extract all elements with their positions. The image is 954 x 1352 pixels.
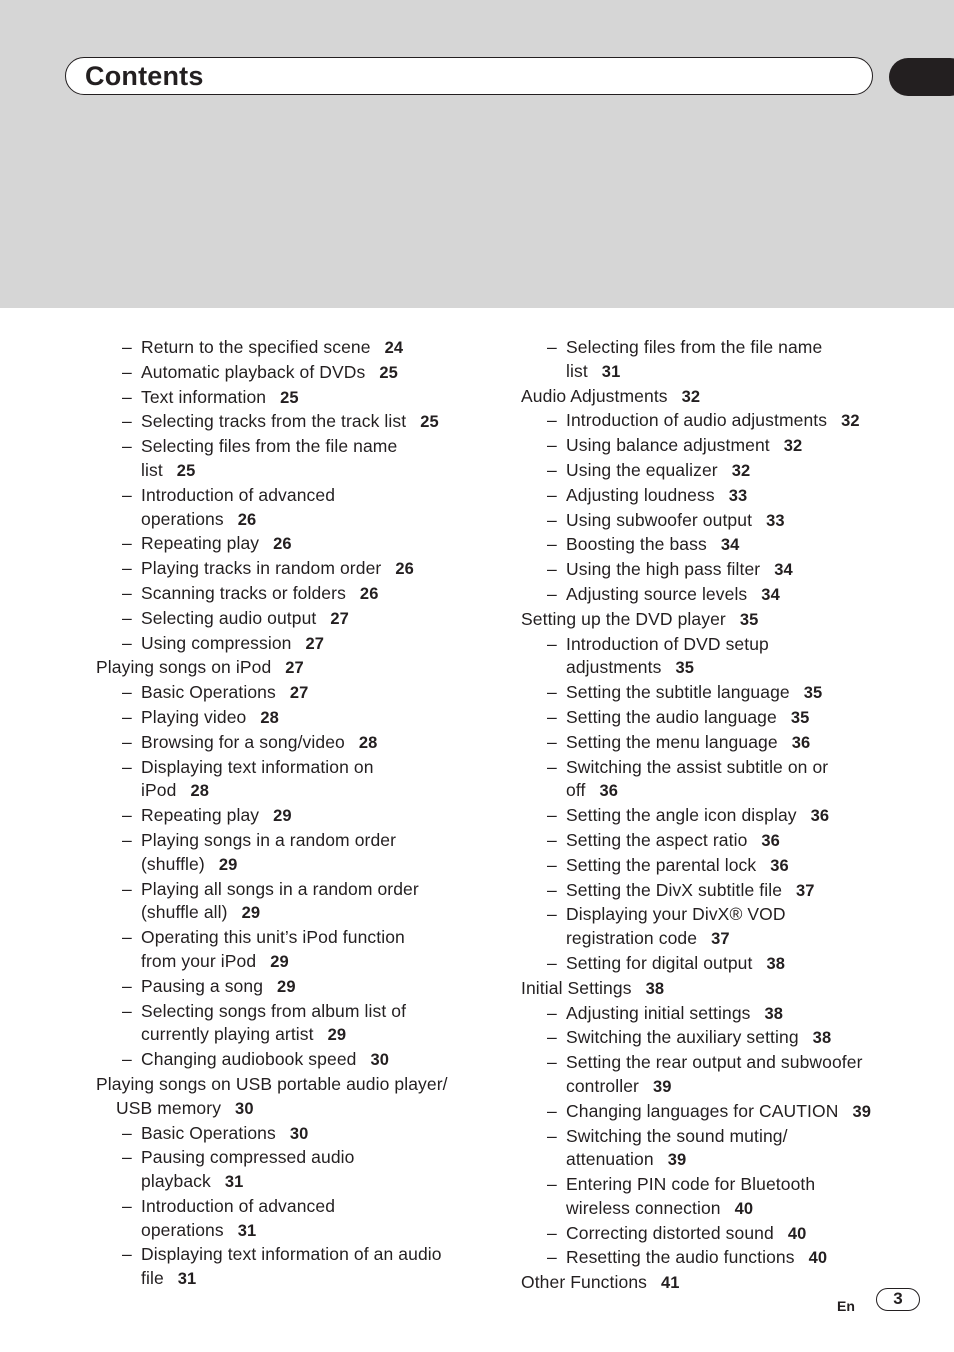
toc-entry[interactable] [96,1048,476,1073]
toc-entry[interactable] [521,854,921,879]
entry-title: Pausing compressed audio [141,1147,355,1168]
entry-dash: – [547,633,557,654]
entry-title: Selecting files from the file name [566,337,823,357]
toc-entry[interactable] [521,1051,921,1100]
entry-title: Setting the parental lock [566,854,757,875]
entry-page-number: 38 [764,1004,784,1023]
entry-dash: – [547,1174,557,1195]
entry-title: Using balance adjustment [566,435,770,456]
entry-page-number: 29 [241,904,261,923]
entry-page-number: 36 [599,782,619,801]
entry-dash: – [122,1244,132,1265]
entry-dash: – [122,607,132,628]
entry-title: Using the high pass filter [566,559,761,580]
entry-title: Setting the rear output and subwoofer [566,1052,863,1073]
entry-dash: – [122,731,132,752]
entry-title: Selecting audio output [141,607,317,628]
toc-section[interactable] [521,977,921,1002]
entry-page-number: 29 [218,855,238,874]
entry-title: Using compression [141,632,292,653]
toc-entry[interactable] [96,607,476,632]
entry-title: Operating this unit’s iPod function [141,927,405,948]
entry-page-number: 28 [358,733,378,752]
entry-title: Repeating play [141,805,260,826]
entry-title: Setting for digital output [566,952,753,973]
entry-page-number: 36 [761,831,780,850]
entry-title: Displaying text information on [141,756,374,777]
entry-page-number: 32 [731,461,751,480]
entry-title: Introduction of advanced [141,1195,336,1216]
entry-page-number: 25 [420,413,439,432]
entry-dash: – [547,1002,557,1023]
entry-page-number: 31 [237,1221,257,1240]
toc-entry[interactable] [521,1100,921,1125]
entry-dash: – [547,410,557,431]
header-band [0,0,954,308]
entry-page-number: 36 [770,856,789,875]
toc-entry[interactable] [521,681,921,706]
toc-entry[interactable] [521,409,921,434]
entry-page-number: 30 [289,1124,309,1143]
entry-page-number: 29 [277,977,296,996]
entry-page-number: 24 [384,339,404,357]
entry-title: currently playing artist [141,1024,314,1045]
entry-title: Adjusting source levels [566,583,748,604]
entry-dash: – [547,1222,557,1243]
entry-dash: – [547,559,557,580]
entry-title: Browsing for a song/video [141,731,345,752]
toc-entry[interactable] [96,361,476,386]
entry-page-number: 29 [270,952,289,971]
entry-page-number: 34 [761,585,780,604]
entry-dash: – [122,582,132,603]
entry-dash: – [122,1000,132,1021]
toc-entry[interactable] [96,829,476,878]
toc-entry[interactable] [521,1026,921,1051]
entry-title: Playing all songs in a random order [141,878,419,899]
toc-entry[interactable] [96,410,476,435]
toc-entry[interactable] [96,731,476,756]
entry-title: list [141,459,163,480]
toc-entry[interactable] [521,583,921,608]
entry-page-number: 41 [661,1274,680,1293]
entry-dash: – [122,682,132,703]
entry-page-number: 30 [370,1051,390,1070]
entry-page-number: 39 [667,1151,687,1170]
entry-title: Using the equalizer [566,459,718,480]
entry-page-number: 34 [774,561,793,580]
toc-right-column [521,336,921,1296]
title-box [65,57,873,95]
entry-title: wireless connection [566,1197,721,1218]
entry-page-number: 38 [766,954,786,973]
entry-page-number: 27 [285,659,304,678]
toc-entry[interactable] [96,926,476,975]
entry-title: playback [141,1171,211,1192]
entry-title: Changing audiobook speed [141,1049,357,1070]
entry-title: Setting the aspect ratio [566,829,748,850]
entry-page-number: 36 [791,733,811,752]
entry-page-number: 26 [273,535,292,554]
entry-page-number: 25 [379,363,398,382]
entry-page-number: 25 [176,461,196,480]
toc-entry[interactable] [96,582,476,607]
toc-entry[interactable] [96,336,476,361]
entry-page-number: 27 [289,684,309,703]
toc-entry[interactable] [96,681,476,706]
entry-dash: – [122,533,132,554]
entry-dash: – [547,805,557,826]
toc-entry[interactable] [96,756,476,805]
toc-entry[interactable] [96,532,476,557]
entry-page-number: 26 [237,510,257,529]
entry-page-number: 39 [652,1077,672,1096]
entry-title: Setting the DivX subtitle file [566,879,783,900]
entry-title: Initial Settings [521,977,632,998]
entry-title: Switching the sound muting/ [566,1125,788,1146]
entry-dash: – [547,1027,557,1048]
entry-page-number: 26 [359,584,379,603]
toc-entry[interactable] [96,1243,476,1292]
toc-entry[interactable] [96,706,476,731]
toc-entry[interactable] [96,632,476,657]
entry-page-number: 31 [177,1270,197,1289]
toc-entry[interactable] [521,459,921,484]
entry-dash: – [122,386,132,407]
entry-title: Playing video [141,706,247,727]
entry-dash: – [122,1049,132,1070]
entry-title: attenuation [566,1149,654,1170]
toc-entry[interactable] [521,484,921,509]
entry-dash: – [547,1100,557,1121]
entry-title: Setting the angle icon display [566,805,797,826]
entry-title: Automatic playback of DVDs [141,361,366,382]
toc-section[interactable] [521,1271,921,1296]
entry-dash: – [547,1052,557,1073]
entry-page-number: 25 [280,388,299,407]
toc-entry[interactable] [521,533,921,558]
entry-page-number: 37 [796,881,815,900]
entry-dash: – [122,1122,132,1143]
entry-title: Displaying your DivX® VOD [566,904,786,925]
toc-entry[interactable] [96,878,476,927]
entry-dash: – [122,927,132,948]
entry-title: Return to the specified scene [141,337,371,357]
entry-dash: – [122,878,132,899]
entry-page-number: 40 [734,1199,754,1218]
entry-title: Switching the auxiliary setting [566,1027,799,1048]
entry-dash: – [547,1247,557,1268]
entry-title: Entering PIN code for Bluetooth [566,1174,816,1195]
entry-title: Scanning tracks or folders [141,582,346,603]
entry-title: Playing songs on iPod [96,657,272,678]
entry-dash: – [547,459,557,480]
entry-title: Basic Operations [141,1122,276,1143]
language-label: En [837,1298,855,1314]
toc-entry[interactable] [521,509,921,534]
entry-dash: – [547,706,557,727]
toc-entry[interactable] [521,829,921,854]
entry-dash: – [547,904,557,925]
entry-dash: – [547,337,557,357]
entry-title: list [566,360,588,381]
entry-page-number: 32 [783,437,803,456]
toc-entry[interactable] [521,434,921,459]
toc-entry[interactable] [521,903,921,952]
entry-page-number: 32 [681,387,701,406]
entry-dash: – [122,361,132,382]
toc-entry[interactable] [96,484,476,533]
toc-entry[interactable] [96,804,476,829]
entry-dash: – [122,484,132,505]
toc-section[interactable] [96,656,476,681]
entry-title: Setting the menu language [566,731,778,752]
entry-page-number: 35 [790,708,810,727]
section-tab [889,58,954,96]
entry-title: Other Functions [521,1272,647,1293]
entry-dash: – [122,829,132,850]
entry-page-number: 40 [808,1249,828,1268]
entry-title: off [566,780,586,801]
toc-entry[interactable] [521,1222,921,1247]
entry-dash: – [122,337,132,357]
toc-section[interactable] [521,385,921,410]
entry-title: Pausing a song [141,975,264,996]
entry-title: operations [141,508,224,529]
toc-entry[interactable] [521,1002,921,1027]
entry-title: Introduction of DVD setup [566,633,769,654]
toc-entry[interactable] [96,435,476,484]
entry-title: Playing songs on USB portable audio player/ [96,1073,448,1094]
entry-title: Basic Operations [141,682,276,703]
entry-dash: – [547,435,557,456]
toc-entry[interactable] [96,1000,476,1049]
toc-entry[interactable] [521,633,921,682]
entry-title: Setting up the DVD player [521,608,726,629]
entry-title: Using subwoofer output [566,509,753,530]
entry-title: Adjusting loudness [566,484,715,505]
entry-page-number: 35 [739,610,759,629]
toc-entry[interactable] [521,756,921,805]
toc-section[interactable] [521,608,921,633]
toc-entry[interactable] [521,1125,921,1174]
entry-dash: – [547,829,557,850]
toc-entry[interactable] [521,879,921,904]
entry-title: Displaying text information of an audio [141,1244,442,1265]
entry-title: adjustments [566,657,662,678]
entry-page-number: 37 [711,930,730,949]
entry-title: Playing tracks in random order [141,558,382,579]
entry-title: USB memory [116,1097,222,1118]
entry-dash: – [122,1147,132,1168]
toc-left-column [96,336,476,1292]
toc-entry[interactable] [96,557,476,582]
entry-title: Introduction of advanced [141,484,336,505]
entry-page-number: 40 [787,1224,807,1243]
entry-dash: – [547,682,557,703]
entry-dash: – [547,484,557,505]
entry-title: (shuffle all) [141,902,228,923]
entry-page-number: 28 [260,708,279,727]
toc-entry[interactable] [521,731,921,756]
entry-page-number: 35 [803,684,823,703]
toc-entry[interactable] [521,1246,921,1271]
entry-dash: – [547,534,557,555]
entry-title: Resetting the audio functions [566,1247,795,1268]
entry-title: Selecting tracks from the track list [141,411,407,432]
entry-page-number: 38 [812,1029,832,1048]
entry-page-number: 28 [190,782,209,801]
entry-title: Changing languages for CAUTION [566,1100,839,1121]
entry-page-number: 33 [766,511,785,530]
toc-entry[interactable] [521,336,921,385]
entry-title: iPod [141,780,177,801]
entry-dash: – [547,756,557,777]
entry-dash: – [547,854,557,875]
entry-page-number: 33 [728,486,748,505]
entry-title: Boosting the bass [566,534,707,555]
entry-dash: – [547,1125,557,1146]
entry-title: Switching the assist subtitle on or [566,756,829,777]
entry-title: (shuffle) [141,853,205,874]
toc-entry[interactable] [521,706,921,731]
entry-title: operations [141,1219,224,1240]
toc-entry[interactable] [96,1195,476,1244]
page-number: 3 [876,1288,920,1311]
entry-dash: – [122,558,132,579]
entry-title: Correcting distorted sound [566,1222,774,1243]
page-title: Contents [85,61,204,91]
entry-page-number: 39 [852,1102,872,1121]
toc-entry[interactable] [96,975,476,1000]
entry-dash: – [122,411,132,432]
entry-dash: – [547,731,557,752]
entry-page-number: 29 [273,807,292,826]
entry-title: Audio Adjustments [521,385,668,406]
entry-page-number: 30 [235,1099,254,1118]
entry-dash: – [547,509,557,530]
entry-page-number: 26 [395,560,414,579]
toc-entry[interactable] [521,558,921,583]
entry-title: Selecting songs from album list of [141,1000,407,1021]
entry-title: file [141,1268,164,1289]
entry-page-number: 27 [330,609,349,628]
toc-entry[interactable] [521,804,921,829]
entry-dash: – [547,879,557,900]
toc-section[interactable] [96,1073,476,1122]
entry-title: Setting the subtitle language [566,682,790,703]
entry-page-number: 32 [841,412,860,431]
toc-entry[interactable] [521,952,921,977]
entry-title: Text information [141,386,267,407]
entry-dash: – [122,1195,132,1216]
entry-page-number: 36 [810,807,830,826]
toc-entry[interactable] [96,386,476,411]
entry-page-number: 29 [327,1026,347,1045]
entry-title: Introduction of audio adjustments [566,410,828,431]
entry-page-number: 31 [224,1173,244,1192]
entry-page-number: 38 [645,979,665,998]
entry-title: Repeating play [141,533,260,554]
entry-page-number: 27 [305,634,325,653]
entry-dash: – [122,805,132,826]
entry-title: from your iPod [141,950,257,971]
entry-dash: – [122,975,132,996]
toc-entry[interactable] [521,1173,921,1222]
entry-dash: – [547,583,557,604]
toc-entry[interactable] [96,1122,476,1147]
entry-page-number: 34 [720,536,740,555]
entry-title: Selecting files from the file name [141,436,398,457]
entry-dash: – [122,436,132,457]
toc-entry[interactable] [96,1146,476,1195]
entry-dash: – [122,632,132,653]
entry-title: Setting the audio language [566,706,777,727]
entry-title: controller [566,1075,639,1096]
entry-page-number: 35 [675,659,695,678]
entry-title: registration code [566,928,698,949]
entry-dash: – [122,756,132,777]
entry-dash: – [547,952,557,973]
entry-title: Playing songs in a random order [141,829,397,850]
entry-dash: – [122,706,132,727]
entry-title: Adjusting initial settings [566,1002,751,1023]
entry-page-number: 31 [601,362,621,381]
